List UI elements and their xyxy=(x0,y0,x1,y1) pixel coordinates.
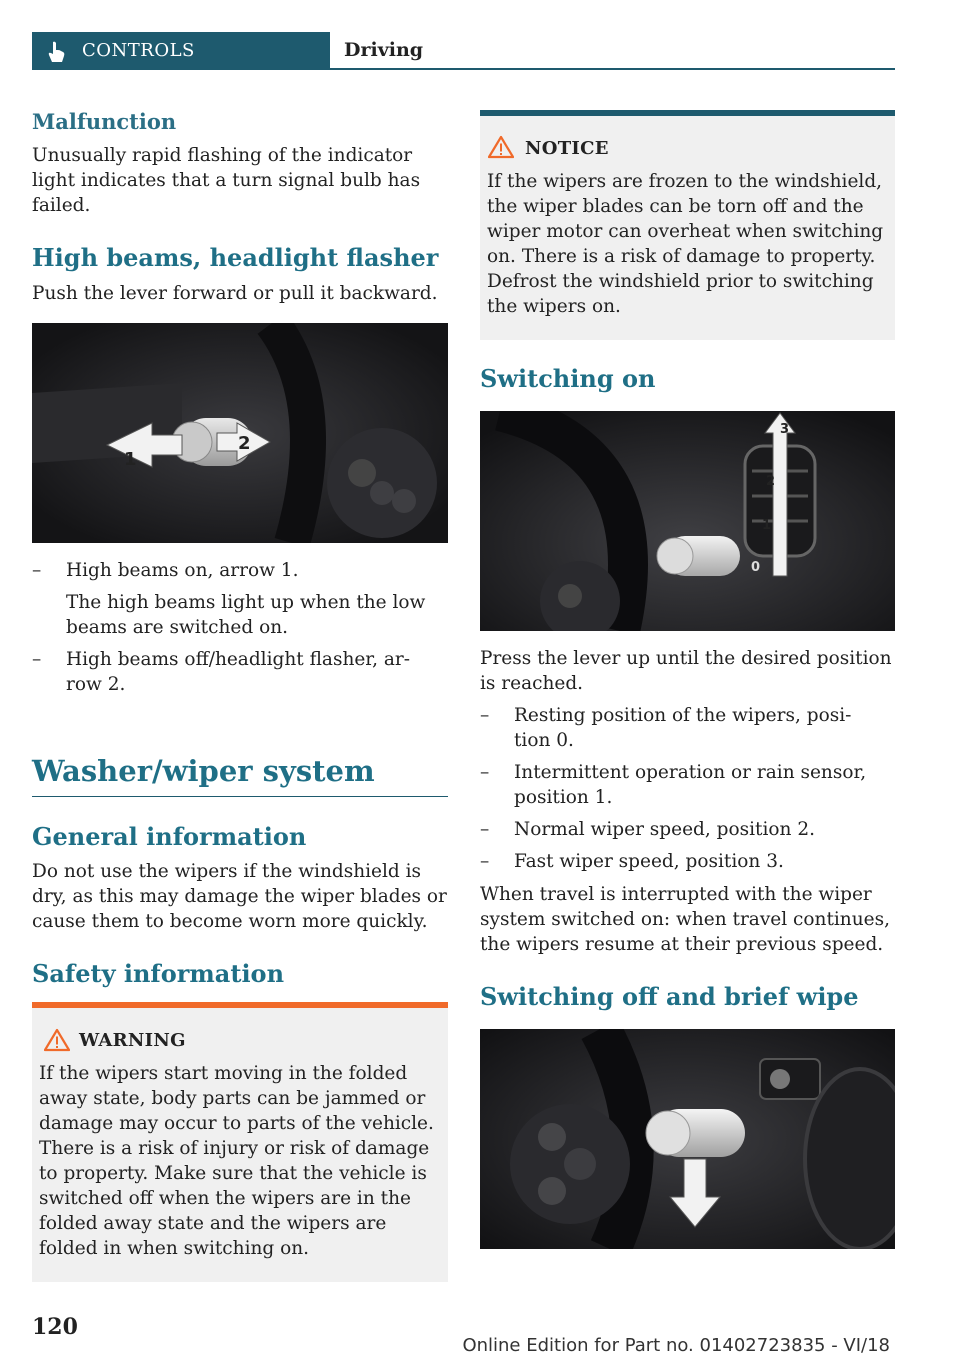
edition-footer: Online Edition for Part no. 01402723835 - VI/18 xyxy=(462,1335,890,1356)
list-item: – Resting position of the wipers, posi- tion 0. xyxy=(480,705,852,751)
notice-title: NOTICE xyxy=(525,138,609,159)
safety-heading: Safety information xyxy=(32,959,285,988)
list-item: – Fast wiper speed, position 3. xyxy=(480,851,784,872)
position-2-label: 2 xyxy=(766,474,776,489)
wiper-lever-down-photo xyxy=(480,1029,895,1249)
list-item: – Normal wiper speed, position 2. xyxy=(480,819,815,840)
highbeam-lever-photo xyxy=(32,323,448,543)
list-item: – High beams off/headlight flasher, ar- row 2. xyxy=(32,649,411,695)
position-0-label: 0 xyxy=(751,560,761,575)
highbeams-intro: Push the lever forward or pull it backward. xyxy=(32,283,438,304)
switching-on-after: When travel is interrupted with the wiper system switched on: when travel continues, the wipers resume at their previous speed. xyxy=(480,884,890,955)
heading-rule xyxy=(32,796,448,797)
hand-pointer-icon xyxy=(46,41,66,63)
malfunction-heading: Malfunction xyxy=(32,109,177,134)
warning-text: If the wipers start moving in the folded away state, body parts can be jammed or damage may occur to parts of the vehicle. There is a risk of injury or risk of damage to property. Make sure that the vehicle is switched off when the wipers are in the folded away state and the wipers are folded in when switching on. xyxy=(39,1063,434,1259)
notice-triangle-icon xyxy=(488,135,514,159)
switching-off-heading: Switching off and brief wipe xyxy=(480,982,859,1011)
arrow-2-label: 2 xyxy=(238,433,251,454)
position-1-label: 1 xyxy=(762,518,772,533)
switching-on-intro: Press the lever up until the desired position is reached. xyxy=(480,648,892,694)
notice-box xyxy=(480,110,895,340)
warning-bar xyxy=(32,1002,448,1008)
list-item: – High beams on, arrow 1. xyxy=(32,560,299,581)
list-item: – Intermittent operation or rain sensor, position 1. xyxy=(480,762,867,808)
list-item-note: The high beams light up when the low beams are switched on. xyxy=(66,592,426,638)
section-tab xyxy=(32,32,330,70)
switching-on-heading: Switching on xyxy=(480,364,656,393)
general-text: Do not use the wipers if the windshield is dry, as this may damage the wiper blades or cause them to become worn more quickly. xyxy=(32,861,447,932)
washer-heading: Washer/wiper system xyxy=(32,754,375,788)
section-label: CONTROLS xyxy=(82,40,195,61)
page-number: 120 xyxy=(32,1314,78,1340)
notice-bar xyxy=(480,110,895,116)
notice-text: If the wipers are frozen to the windshield, the wiper blades can be torn off and the wiper motor can overheat when switching on. There is a risk of damage to property. Defrost the windshield prior to switching the wipers on. xyxy=(487,171,884,317)
highbeams-heading: High beams, headlight flasher xyxy=(32,243,439,272)
chapter-label: Driving xyxy=(344,39,424,61)
wiper-lever-up-photo xyxy=(480,411,895,631)
warning-title: WARNING xyxy=(79,1030,186,1051)
malfunction-text: Unusually rapid flashing of the indicator light indicates that a turn signal bulb has failed. xyxy=(32,145,421,216)
warning-triangle-icon xyxy=(44,1028,70,1052)
general-heading: General information xyxy=(32,822,307,851)
chapter-tab xyxy=(330,32,895,70)
arrow-1-label: 1 xyxy=(124,449,137,470)
position-3-label: 3 xyxy=(780,422,790,437)
warning-box xyxy=(32,1002,448,1282)
